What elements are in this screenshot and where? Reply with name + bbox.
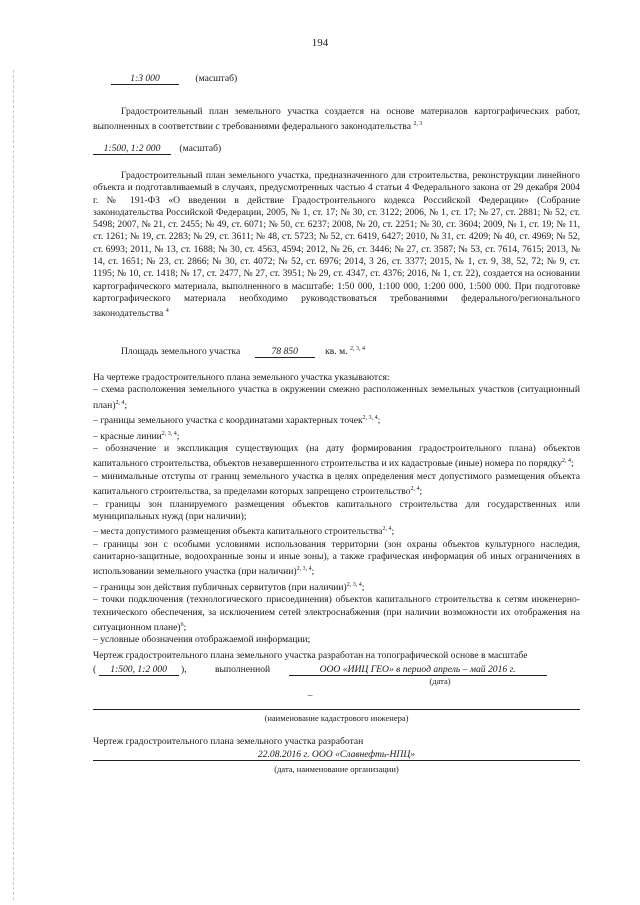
scale-line-2 — [93, 143, 580, 155]
footnote-ref: 4 — [165, 308, 169, 315]
drawing-basis-text: Чертеж градостроительного плана земельного участка разработан на топографической основе в масштабе — [93, 650, 528, 661]
list-item: – точки подключения (технологического присоединения) объектов капитального строительства к сетям инженерно-технического обеспечения, за исключением сетей электроснабжения (при наличии возможности их отображения на ситуационном плане)$^6$; — [93, 594, 580, 634]
paragraph-basis-text: Градостроительный план земельного участка создается на основе материалов картографических работ, выполненных в соответствии с требованиями федерального законодательства — [93, 106, 580, 133]
list-intro: На чертеже градостроительного плана земельного участка указываются: — [93, 372, 390, 383]
scale-label-1: (масштаб) — [195, 73, 238, 84]
paragraph-basis — [93, 106, 580, 134]
list-item: – минимальные отступы от границ земельного участка в целях определения мест допустимого размещения объекта капитального строительства, за пределами которых запрещено строительство$^{2, 4}$; — [93, 470, 580, 498]
engineer-caption: (наименование кадастрового инженера) — [264, 713, 409, 723]
developer-line: Чертеж градостроительного плана земельного участка разработан — [93, 736, 364, 747]
scale-line-1 — [93, 73, 580, 85]
paragraph-linear-object-text: Градостроительный план земельного участка, предназначенного для строительства, реконструкции линейного объекта и подготавливаемый в случаях, предусмотренных частью 4 статьи 4 Федерального закона от 29 декабря 2004 г. № 191-ФЗ «О введении в действие Градостроительного кодекса Российской Федерации» (Собрание законодательства Российской Федерации, 2005, № 1, ст. 17; № 30, ст. 3122; 2006, № 1, ст. 17; № 27, ст. 2881; № 52, ст. 5498; 2007, № 21, ст. 2455; № 49, ст. 6071; № 50, ст. 6237; 2008, № 20, ст. 2251; № 30, ст. 3604; 2009, № 1, ст. 19; № 11, ст. 1261; № 19, ст. 2283; № 29, ст. 3611; № 48, ст. 5723; № 52, ст. 6419, 6427; 2010, № 31, ст. 4209; № 40, ст. 4969; № 52, ст. 6993; 2011, № 13, ст. 1688; № 30, ст. 4563, 4594; 2012, № 26, ст. 3446; № 27, ст. 3587; № 53, ст. 7614, 7615; 2013, № 14, ст. 1651; № 23, ст. 2866; № 30, ст. 4072; № 52, ст. 6976; 2014, 3 26, ст. 3377; 2015, № 1, ст. 9, 38, 52, 72; № 9, ст. 1195; № 10, ст. 1418; № 17, ст. 2477, № 27, ст. 3951; № 29, ст. 4347, ст. 4376; 2016, № 1, ст. 22), создается на основании картографического материала, выполненного в масштабе: 1:50 000, 1:100 000, 1:200 000, 1:500 000. При подготовке картографического материала необходимо руководствоваться требованиями федерального/регионального законодательства — [93, 170, 580, 320]
scale-label-2: (масштаб) — [179, 143, 222, 154]
list-item: – схема расположения земельного участка в окружении смежно расположенных земельных участков (ситуационный план)$^{2, 4}$; — [93, 384, 580, 411]
area-label: Площадь земельного участка — [121, 346, 241, 358]
list-item: – границы зон с особыми условиями использования территории (зон охраны объектов культурного наследия, санитарно-защитные, водоохранные зоны и иные зоны), а также графическая информация об иных ограничениях в использовании земельного участка (при наличии)$^{2, 3, 4}$; — [93, 538, 580, 578]
paragraph-linear-object — [93, 170, 580, 321]
engineer-dash: – — [307, 690, 313, 701]
list-item: – границы земельного участка с координатами характерных точек$^{2, 3, 4}$; — [93, 415, 381, 427]
area-line — [93, 343, 580, 358]
footnote-ref: 2, 3, 4 — [349, 346, 365, 352]
developer-value-wrap — [93, 749, 580, 761]
drawing-basis — [93, 650, 580, 677]
binding-margin-line — [13, 70, 14, 900]
drawing-contents-list — [93, 372, 580, 647]
scale-value-1: 1:3 000 — [111, 73, 179, 85]
developer-value: 22.08.2016 г. ООО «Славнефть-НПЦ» — [93, 749, 580, 761]
scale-value-2: 1:500, 1:2 000 — [93, 143, 171, 155]
area-unit: кв. м. — [325, 346, 348, 358]
list-item: – обозначение и экспликация существующих (на дату формирования градостроительного плана) объектов капитального строительства, объектов незавершенного строительства и их кадастровые (иные) номера по порядку$^{2, 4}$; — [93, 443, 580, 470]
page-number: 194 — [311, 37, 329, 49]
list-item: – места допустимого размещения объекта капитального строительства$^{2, 4}$; — [93, 526, 395, 538]
list-item: – условные обозначения отображаемой информации; — [93, 634, 311, 646]
area-value: 78 850 — [255, 346, 315, 358]
developer-caption: (дата, наименование организации) — [274, 764, 399, 774]
engineer-line — [93, 709, 580, 710]
list-item: – красные линии$^{2, 3, 4}$; — [93, 430, 180, 442]
date-caption: (дата) — [429, 676, 451, 686]
executor: ООО «ИИЦ ГЕО» в период апрель – май 2016 г. — [289, 664, 547, 676]
list-item: – границы зон планируемого размещения объектов капитального строительства для государственных или муниципальных нужд (при наличии); — [93, 498, 580, 522]
list-item: – границы зон действия публичных сервитутов (при наличии)$^{2, 3, 4}$; — [93, 581, 365, 593]
drawing-basis-line: ( 1:500, 1:2 000 ), выполненной ООО «ИИЦ ГЕО» в период апрель – май 2016 г. — [93, 664, 580, 676]
drawing-scale: 1:500, 1:2 000 — [99, 664, 179, 676]
footnote-ref: 2, 3 — [413, 121, 423, 128]
executed-label: выполненной — [215, 664, 271, 676]
